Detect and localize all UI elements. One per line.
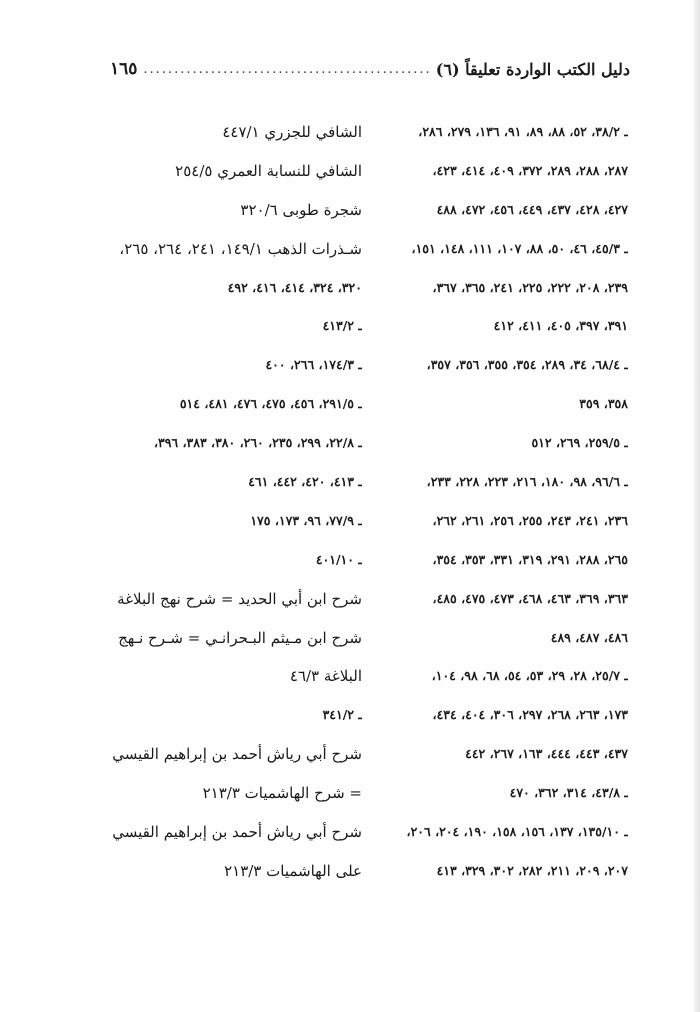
index-line: ٢٨٧، ٢٨٨، ٢٨٩، ٣٧٢، ٤٠٩، ٤١٤، ٤٢٣، — [432, 162, 628, 178]
index-line: ـ ٤١٣، ٤٢٠، ٤٤٢، ٤٦١ — [248, 474, 362, 490]
right-column — [366, 113, 628, 891]
index-line: ـ ٢٥/٧، ٢٨، ٢٩، ٥٣، ٥٤، ٦٨، ٩٨، ١٠٤، — [431, 668, 628, 684]
index-line: ـ ٤١٣/٢ — [322, 318, 362, 334]
index-entry: شرح ابن مـيثم البـحرانـي = شـرح نـهج — [118, 628, 362, 647]
index-line: ـ ٣٨/٢، ٥٢، ٨٨، ٨٩، ٩١، ١٣٦، ٢٧٩، ٢٨٦، — [418, 124, 628, 139]
index-line: ٣٩١، ٣٩٧، ٤٠٥، ٤١١، ٤١٢ — [493, 318, 628, 334]
index-entry: الشافي للنسابة العمري ٢٥٤/٥ — [175, 161, 362, 180]
index-line: ٣٥٨، ٣٥٩ — [579, 396, 628, 412]
index-line: ـ ٢٢/٨، ٢٩٩، ٢٣٥، ٢٦٠، ٣٨٠، ٣٨٣، ٣٩٦، — [153, 435, 362, 451]
index-line: ٣٦٣، ٣٦٩، ٤٦٣، ٤٦٨، ٤٧٣، ٤٧٥، ٤٨٥، — [432, 590, 628, 606]
index-line: ٤٨٦، ٤٨٧، ٤٨٩ — [550, 629, 628, 645]
index-entry: شـذرات الذهب ١٤٩/١، ٢٤١، ٢٦٤، ٢٦٥، — [119, 239, 362, 258]
index-line: ٢٣٩، ٢٠٨، ٢٢٢، ٢٢٥، ٢٤١، ٣٦٥، ٣٦٧، — [432, 279, 628, 295]
left-column — [112, 113, 362, 891]
index-line: ـ ٤٥/٣، ٤٦، ٥٠، ٨٨، ١٠٧، ١١١، ١٤٨، ١٥١، — [411, 240, 628, 256]
index-entry: على الهاشميات ٢١٣/٣ — [224, 861, 362, 880]
index-entry: الشافي للجزري ٤٤٧/١ — [222, 123, 362, 141]
header-title: دليل الكتب الواردة تعليقاً (٦) — [435, 59, 630, 79]
index-line: ١٧٣، ٢٦٣، ٢٦٨، ٢٩٧، ٣٠٦، ٤٠٤، ٤٣٤، — [432, 707, 628, 723]
page-number: ١٦٥ — [110, 59, 138, 79]
index-line: ـ ١٣٥/١٠، ١٣٧، ١٥٦، ١٥٨، ١٩٠، ٢٠٤، ٢٠٦، — [406, 824, 628, 840]
index-entry: شرح أبي رياش أحمد بن إبراهيم القيسي — [112, 745, 362, 764]
running-header — [110, 56, 630, 82]
index-entry: البلاغة ٤٦/٣ — [289, 667, 362, 686]
index-line: ـ ٤٠١/١٠ — [315, 551, 362, 567]
index-entry: شجرة طوبى ٣٢٠/٦ — [240, 200, 362, 219]
index-line: ـ ٤٣/٨، ٣١٤، ٣٦٢، ٤٧٠ — [509, 785, 628, 801]
index-line: ـ ٢٩١/٥، ٤٥٦، ٤٧٥، ٤٧٦، ٤٨١، ٥١٤ — [179, 396, 362, 412]
index-line: ٤٢٧، ٤٢٨، ٤٣٧، ٤٤٩، ٤٥٦، ٤٧٢، ٤٨٨ — [436, 201, 628, 217]
index-entry: شرح أبي رياش أحمد بن إبراهيم القيسي — [112, 823, 362, 842]
index-entry: = شرح الهاشميات ٢١٣/٣ — [202, 784, 362, 803]
index-line: ٢٠٧، ٢٠٩، ٢١١، ٢٨٢، ٣٠٢، ٣٢٩، ٤١٣ — [436, 862, 628, 878]
index-line: ٤٣٧، ٤٤٣، ٤٤٤، ١٦٣، ٢٦٧، ٤٤٢ — [465, 746, 628, 762]
index-line: ـ ٧٧/٩، ٩٦، ١٧٣، ١٧٥ — [250, 512, 362, 528]
index-line: ٢٣٦، ٢٤١، ٢٤٣، ٢٥٥، ٢٥٦، ٢٦١، ٢٦٢، — [432, 512, 628, 528]
index-line: ـ ٣٤١/٢ — [322, 707, 362, 723]
index-line: ـ ٦٨/٤، ٣٤، ٢٨٩، ٣٥٤، ٣٥٥، ٣٥٦، ٣٥٧، — [426, 357, 628, 373]
index-line: ـ ٩٦/٦، ٩٨، ١٨٠، ٢١٦، ٢٢٣، ٢٢٨، ٢٣٣، — [426, 474, 628, 490]
page-edge-shadow — [694, 0, 700, 1012]
index-line: ٢٦٥، ٢٨٨، ٢٩١، ٣١٩، ٣٣١، ٣٥٣، ٣٥٤، — [432, 551, 628, 567]
index-entry: شرح ابن أبي الحديد = شرح نهج البلاغة — [117, 589, 362, 608]
index-line: ـ ٢٥٩/٥، ٢٦٩، ٥١٢ — [531, 435, 628, 451]
index-line: ـ ١٧٤/٣، ٢٦٦، ٤٠٠ — [265, 357, 362, 373]
index-line: ٣٢٠، ٣٢٤، ٤١٤، ٤١٦، ٤٩٢ — [227, 279, 362, 295]
header-leader-dots — [143, 62, 429, 77]
